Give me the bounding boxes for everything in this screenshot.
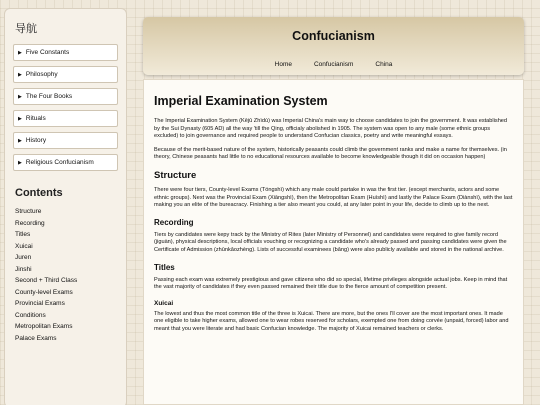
caret-right-icon: ▶ [18, 159, 22, 166]
caret-right-icon: ▶ [18, 115, 22, 122]
sidebar [4, 8, 127, 405]
nav-item-label: Religious Confucianism [25, 159, 94, 166]
nav-title: 导航 [15, 23, 37, 35]
intro-paragraph-2: Because of the merit-based nature of the system, historically peasants could climb the government ranks and make a name for themselves. (in theory, Chinese peasants had little to no educational resources available to become knowledgeable though it did on occasion happen) [154, 146, 507, 161]
nav-item-five-constants[interactable] [13, 44, 118, 61]
site-header [143, 17, 524, 75]
nav-item-rituals[interactable] [13, 110, 118, 127]
main-content [143, 79, 524, 405]
recording-paragraph: Tiers by candidates were kepy track by the Ministry of Rites (later Ministry of Personnel) and candidates were required to give family record (jiguàn), physical descriptions, local officials vouching or recognizing a candidate who's already passed and passing candidates were given the Certificate of Admission (zhūnkǎozhèng). Lists of successful examinees (bǎng) were also publicly available and stored in the national archive. [154, 231, 507, 253]
titles-paragraph: Passing each exam was extremely prestigious and gave citizens who did so special, lifetime privileges alongside actual jobs. Keep in mind that the vast majority of candidates if they even passed remained their title due to the fierce amount of competition present. [154, 276, 508, 291]
contents-link-palace-exams[interactable]: Palace Exams [15, 334, 57, 342]
titles-heading: Titles [154, 262, 175, 272]
nav-item-history[interactable] [13, 132, 118, 149]
contents-link-juren[interactable]: Juren [15, 254, 32, 261]
intro-paragraph-1: The Imperial Examination System (Kējǔ Zhìdù) was Imperial China's main way to choose candidates to join the government. It was established by the Sui Dynasty (605 AD) all the way 'till the Qing, officialy abolished in 1905. The system was open to any male (some ethnic groups excluded) to join governance and required people to understand Confucian classics, poetry and write meaningful essays. [154, 118, 508, 140]
nav-item-label: Philosophy [25, 71, 58, 78]
contents-link-recording[interactable]: Recording [15, 219, 45, 227]
nav-item-label: Rituals [25, 115, 46, 122]
nav-item-religious-confucianism[interactable] [13, 154, 118, 171]
caret-right-icon: ▶ [18, 71, 22, 78]
contents-link-conditions[interactable]: Conditions [15, 311, 46, 319]
caret-right-icon: ▶ [18, 137, 22, 144]
site-title: Confucianism [292, 29, 375, 43]
contents-link-jinshi[interactable]: Jinshi [15, 265, 32, 273]
recording-heading: Recording [154, 217, 194, 227]
nav-item-label: Five Constants [25, 49, 70, 56]
contents-link-second-third-class[interactable]: Second + Third Class [15, 277, 78, 284]
top-nav-confucianism[interactable]: Confucianism [313, 61, 354, 68]
top-nav [143, 61, 524, 68]
contents-link-provincial-exams[interactable]: Provincial Exams [15, 300, 65, 307]
caret-right-icon: ▶ [18, 49, 22, 56]
page-title: Imperial Examination System [154, 94, 328, 108]
top-nav-home[interactable]: Home [274, 61, 292, 68]
nav-item-label: The Four Books [25, 93, 73, 100]
structure-paragraph: There were four tiers, County-level Exams (Tóngshì) which any male could partake in was the first tier. (except merchants, actors and some ethnic groups). Next was the Provincial Exam (Xiāngshì), then the Metropolitan Exam (Huìshì) and lastly the Palace Exam (Diànshì), with the last making you an elite of the bureacracy. Finishing a tier also meant you could, at any later point in your life, decide to climb up to the next. [154, 186, 513, 209]
nav-item-philosophy[interactable] [13, 66, 118, 83]
contents-link-structure[interactable]: Structure [15, 208, 42, 215]
top-nav-china[interactable]: China [375, 61, 393, 68]
contents-list [13, 206, 118, 344]
xuicai-paragraph: The lowest and thus the most common title of the three is Xuicai. There are more, but the ones I'll cover are the most important ones. It made one eligible to take higher exams, allowed one to wear robes reserved for scholars, exempted one from doing corvée (unpaid, forced) labor and meant that you were literate and had basic Confucian knowledge. The majority of Xuicai remained teachers or clerks. [154, 310, 509, 332]
contents-link-metropolitan-exams[interactable]: Metropolitan Exams [15, 323, 73, 330]
xuicai-heading: Xuicai [154, 299, 174, 307]
structure-heading: Structure [154, 169, 197, 181]
contents-link-county-level-exams[interactable]: County-level Exams [15, 288, 73, 296]
nav-item-four-books[interactable] [13, 88, 118, 105]
nav-item-label: History [25, 137, 47, 144]
caret-right-icon: ▶ [18, 93, 22, 100]
contents-title: Contents [15, 187, 63, 199]
contents-link-xuicai[interactable]: Xuicai [15, 242, 33, 250]
contents-link-titles[interactable]: Titles [15, 231, 31, 238]
